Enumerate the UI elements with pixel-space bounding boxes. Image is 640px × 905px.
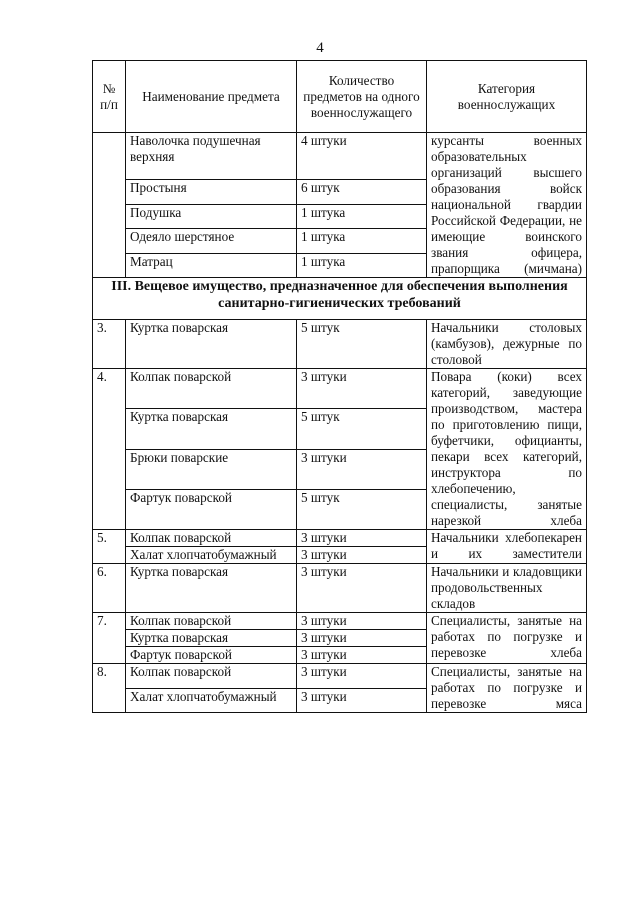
item-name: Одеяло шерстяное: [126, 229, 297, 253]
item-quantity: 1 штука: [297, 204, 427, 228]
item-name: Колпак поварской: [126, 664, 297, 689]
item-name: Куртка поварская: [126, 564, 297, 613]
row-number: 8.: [93, 664, 126, 713]
item-name: Колпак поварской: [126, 530, 297, 547]
item-name: Простыня: [126, 180, 297, 204]
category-cell: Специалисты, занятые на работах по погрузке и перевозке мяса: [427, 664, 587, 713]
item-name: Брюки поварские: [126, 449, 297, 489]
item-quantity: 3 штуки: [297, 369, 427, 409]
item-quantity: 3 штуки: [297, 630, 427, 647]
item-quantity: 3 штуки: [297, 530, 427, 547]
item-name: Халат хлопчатобумажный: [126, 547, 297, 564]
item-quantity: 5 штук: [297, 489, 427, 529]
header-quantity: Количество предметов на одного военнослужащего: [297, 61, 427, 133]
table-row: [93, 133, 587, 180]
item-name: Колпак поварской: [126, 613, 297, 630]
table-body-groups: [93, 320, 587, 713]
table-row: [93, 369, 587, 409]
item-quantity: 5 штук: [297, 409, 427, 449]
table-row: [93, 320, 587, 369]
row-number: 3.: [93, 320, 126, 369]
item-quantity: 3 штуки: [297, 613, 427, 630]
item-quantity: 1 штука: [297, 229, 427, 253]
category-cell: Повара (коки) всех категорий, заведующие производством, мастера по приготовлению пищи, буфетчики, официанты, пекари всех категорий, инструктора по хлебопечению, специалисты, занятые нарезкой хлеба: [427, 369, 587, 530]
row-number: 5.: [93, 530, 126, 564]
category-cell: курсанты военных образовательных организаций высшего образования войск национальной гвардии Российской Федерации, не имеющие воинского звания офицера, прапорщика (мичмана): [427, 133, 587, 278]
item-name: Фартук поварской: [126, 489, 297, 529]
row-number: 7.: [93, 613, 126, 664]
item-quantity: 3 штуки: [297, 688, 427, 713]
row-number: [93, 133, 126, 278]
category-cell: Специалисты, занятые на работах по погрузке и перевозке хлеба: [427, 613, 587, 664]
section-title: III. Вещевое имущество, предназначенное для обеспечения выполнения санитарно-гигиенических требований: [93, 278, 587, 320]
item-name: Матрац: [126, 253, 297, 277]
item-quantity: 3 штуки: [297, 449, 427, 489]
item-quantity: 5 штук: [297, 320, 427, 369]
table-row: [93, 664, 587, 689]
item-quantity: 3 штуки: [297, 564, 427, 613]
item-name: Подушка: [126, 204, 297, 228]
row-number: 4.: [93, 369, 126, 530]
item-name: Куртка поварская: [126, 320, 297, 369]
page-number: 4: [316, 40, 324, 56]
table-row: [93, 564, 587, 613]
item-name: Наволочка подушечная верхняя: [126, 133, 297, 180]
table-row: [93, 613, 587, 630]
header-item-name: Наименование предмета: [126, 61, 297, 133]
item-name: Халат хлопчатобумажный: [126, 688, 297, 713]
category-cell: Начальники столовых (камбузов), дежурные по столовой: [427, 320, 587, 369]
table-row: [93, 530, 587, 547]
item-quantity: 3 штуки: [297, 547, 427, 564]
allowance-table: [92, 60, 587, 713]
category-cell: Начальники и кладовщики продовольственных складов: [427, 564, 587, 613]
item-name: Колпак поварской: [126, 369, 297, 409]
header-category: Категория военнослужащих: [427, 61, 587, 133]
row-number: 6.: [93, 564, 126, 613]
item-quantity: 6 штук: [297, 180, 427, 204]
section-row: [93, 278, 587, 320]
table-section: [93, 278, 587, 320]
item-quantity: 3 штуки: [297, 664, 427, 689]
item-name: Куртка поварская: [126, 630, 297, 647]
item-quantity: 4 штуки: [297, 133, 427, 180]
item-quantity: 1 штука: [297, 253, 427, 277]
category-cell: Начальники хлебопекарен и их заместители: [427, 530, 587, 564]
header-number: № п/п: [93, 61, 126, 133]
item-name: Фартук поварской: [126, 647, 297, 664]
table-header-row: [93, 61, 587, 133]
table-body-continued: [93, 133, 587, 278]
item-quantity: 3 штуки: [297, 647, 427, 664]
item-name: Куртка поварская: [126, 409, 297, 449]
